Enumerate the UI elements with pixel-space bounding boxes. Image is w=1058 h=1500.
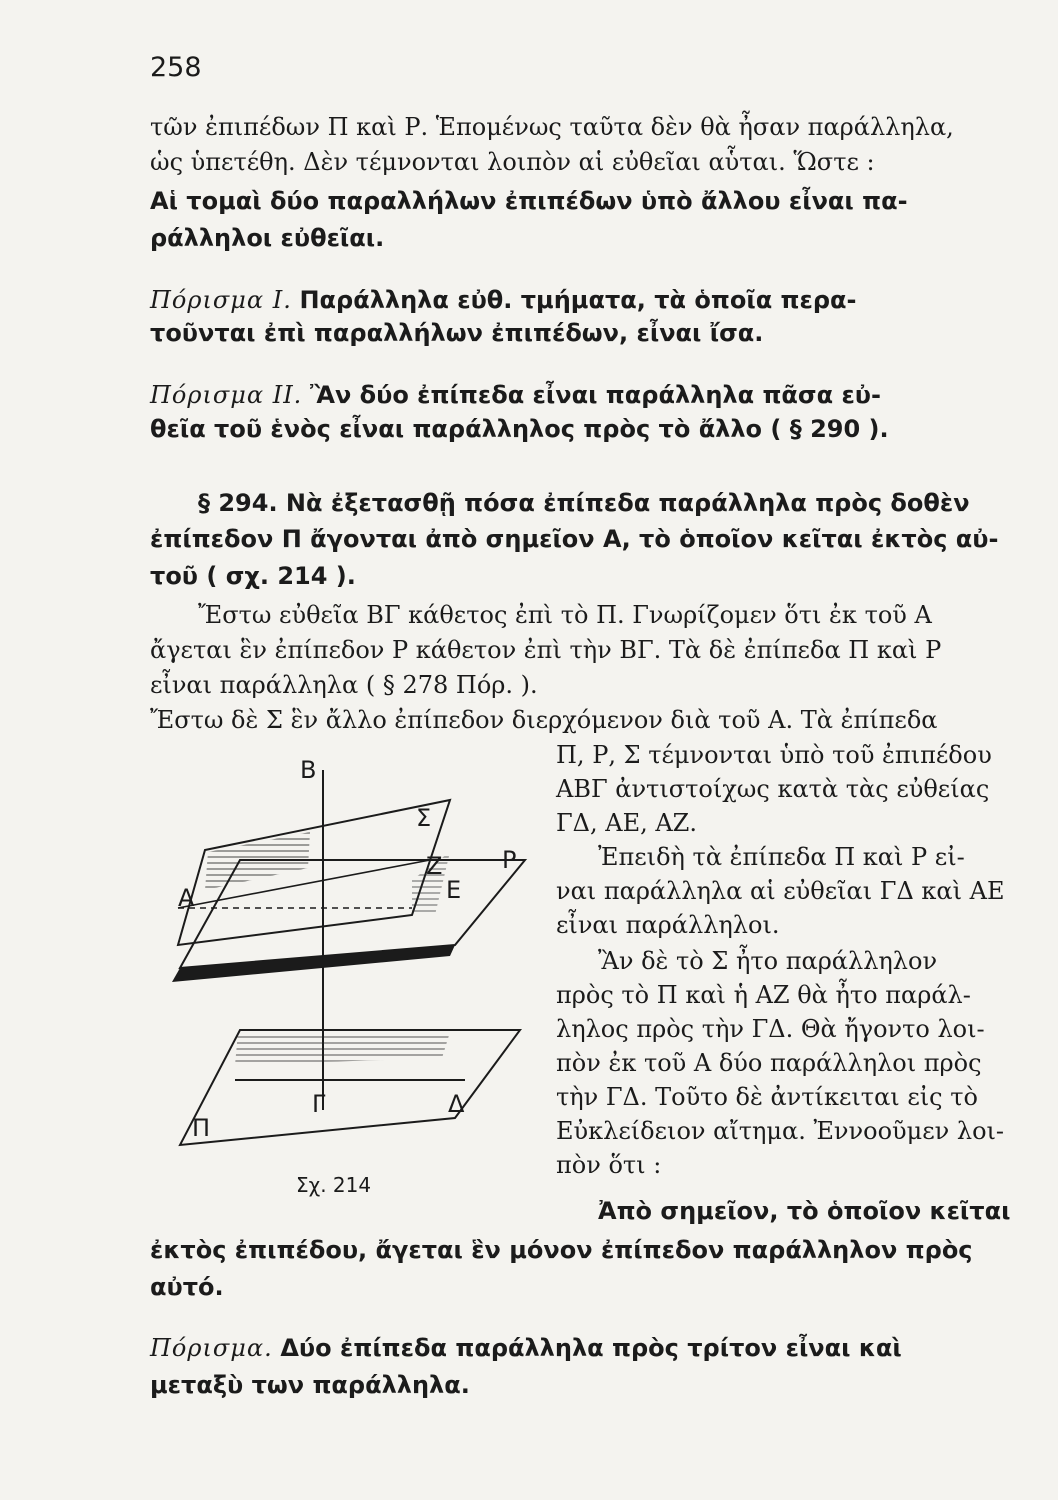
text-line: πὸν ἐκ τοῦ Α δύο παράλληλοι πρὸς [556,1049,982,1077]
text-line: ἄγεται ἓν ἐπίπεδον Ρ κάθετον ἐπὶ τὴν ΒΓ. Τὰ δὲ ἐπίπεδα Π καὶ Ρ [150,636,942,664]
label-p: Ρ [502,846,517,874]
corollary-text: τοῦνται ἐπὶ παραλλήλων ἐπιπέδων, εἶναι ἴσα. [150,319,764,347]
conclusion-line: αὐτό. [150,1273,224,1301]
corollary-3 [150,1333,1008,1363]
text-line: Ἂν δὲ τὸ Σ ἦτο παράλληλον [598,947,938,975]
plane-p-edge [172,945,455,982]
plane-p [180,860,525,968]
corollary-1 [150,285,1008,315]
text-line: ὡς ὑπετέθη. Δὲν τέμνονται λοιπὸν αἱ εὐθεῖαι αὗται. Ὥστε : [150,148,875,176]
section-heading: § 294. Νὰ ἐξετασθῇ πόσα ἐπίπεδα παράλληλα πρὸς δοθὲν [198,489,970,517]
text-line: εἶναι παράλληλοι. [556,911,780,939]
text-line: Ἔστω εὐθεῖα ΒΓ κάθετος ἐπὶ τὸ Π. Γνωρίζομεν ὅτι ἐκ τοῦ Α [198,601,932,629]
theorem-line: Αἱ τομαὶ δύο παραλλήλων ἐπιπέδων ὑπὸ ἄλλου εἶναι πα- [150,187,908,215]
corollary-label: Πόρισμα Ι. [150,286,292,314]
theorem-line: ράλληλοι εὐθεῖαι. [150,224,385,252]
text-line: ναι παράλληλα αἱ εὐθεῖαι ΓΔ καὶ ΑΕ [556,877,1005,905]
corollary-label: Πόρισμα. [150,1334,273,1362]
figure-214 [150,740,550,1200]
text-line: Εὐκλείδειον αἴτημα. Ἐννοοῦμεν λοι- [556,1117,1005,1145]
text-line: Ἐπειδὴ τὰ ἐπίπεδα Π καὶ Ρ εἰ- [598,843,965,871]
section-heading: τοῦ ( σχ. 214 ). [150,562,356,590]
text-line: ΑΒΓ ἀντιστοίχως κατὰ τὰς εὐθείας [556,775,990,803]
text-line: ΓΔ, ΑΕ, ΑΖ. [556,809,697,837]
plane-pi-shading [235,1032,450,1065]
page-number: 258 [150,52,202,83]
conclusion-line: ἐκτὸς ἐπιπέδου, ἄγεται ἓν μόνον ἐπίπεδον παράλληλον πρὸς [150,1236,973,1264]
label-sigma: Σ [416,804,432,832]
label-z: Ζ [426,852,443,880]
text-line: Ἔστω δὲ Σ ἓν ἄλλο ἐπίπεδον διερχόμενον διὰ τοῦ Α. Τὰ ἐπίπεδα [150,706,938,734]
corollary-text: θεῖα τοῦ ἑνὸς εἶναι παράλληλος πρὸς τὸ ἄλλο ( § 290 ). [150,415,889,443]
label-gamma: Γ [312,1090,326,1118]
text-line: τῶν ἐπιπέδων Π καὶ Ρ. Ἑπομένως ταῦτα δὲν θὰ ἦσαν παράλληλα, [150,113,954,141]
text-line: πὸν ὅτι : [556,1151,662,1179]
section-heading: ἐπίπεδον Π ἄγονται ἀπὸ σημεῖον Α, τὸ ὁποῖον κεῖται ἐκτὸς αὐ- [150,525,999,553]
text-line: τὴν ΓΔ. Τοῦτο δὲ ἀντίκειται εἰς τὸ [556,1083,978,1111]
text-line: Π, Ρ, Σ τέμνονται ὑπὸ τοῦ ἐπιπέδου [556,741,992,769]
corollary-text: μεταξὺ των παράλληλα. [150,1371,470,1399]
figure-caption: Σχ. 214 [296,1173,372,1197]
corollary-text: Δύο ἐπίπεδα παράλληλα πρὸς τρίτον εἶναι καὶ [280,1334,902,1362]
corollary-text: Ἂν δύο ἐπίπεδα εἶναι παράλληλα πᾶσα εὐ- [309,381,881,409]
label-b: Β [300,756,317,784]
text-line: πρὸς τὸ Π καὶ ἡ ΑΖ θὰ ἦτο παράλ- [556,981,971,1009]
corollary-2 [150,380,1008,410]
corollary-text: Παράλληλα εὐθ. τμήματα, τὰ ὁποῖα περα- [299,286,857,314]
corollary-label: Πόρισμα ΙΙ. [150,381,303,409]
conclusion-line: Ἀπὸ σημεῖον, τὸ ὁποῖον κεῖται [598,1197,1011,1225]
label-pi: Π [192,1114,211,1142]
label-e: Ε [446,876,462,904]
label-a: Α [178,884,195,912]
text-line: εἶναι παράλληλα ( § 278 Πόρ. ). [150,671,538,699]
text-line: ληλος πρὸς τὴν ΓΔ. Θὰ ἤγοντο λοι- [556,1015,985,1043]
label-delta: Δ [448,1090,465,1118]
